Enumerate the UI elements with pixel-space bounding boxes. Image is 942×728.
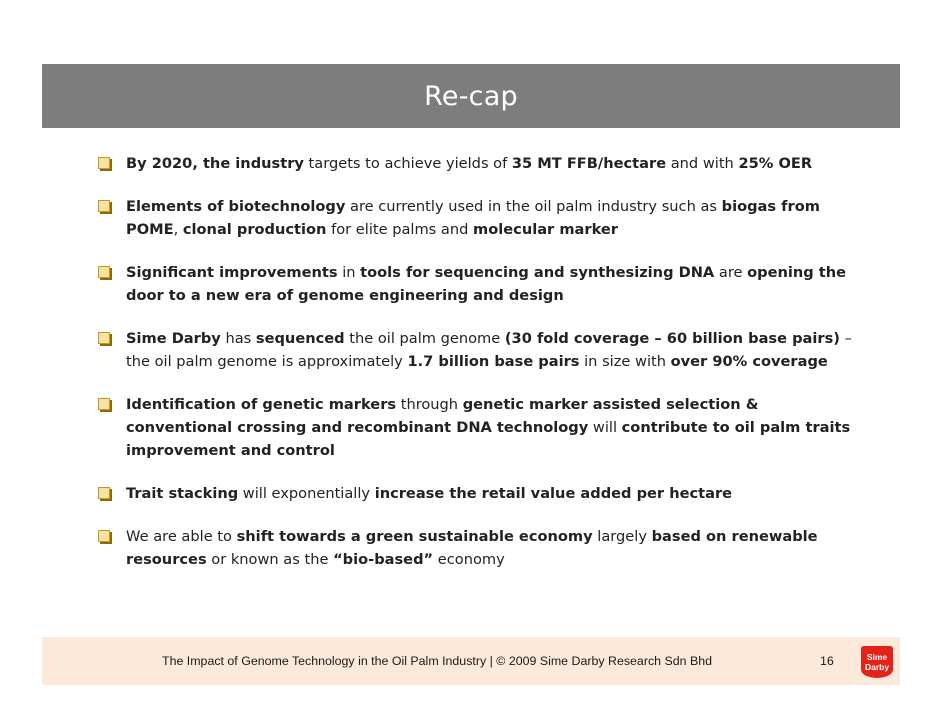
bullet-text: has bbox=[220, 330, 256, 347]
checkbox-bullet-icon bbox=[98, 332, 110, 344]
bullet-text-bold: Trait stacking bbox=[126, 485, 239, 502]
bullet-text: the oil palm genome bbox=[344, 330, 505, 347]
bullet-item bbox=[98, 525, 858, 571]
bullet-text-bold: based on renewable resources bbox=[126, 528, 818, 568]
bullet-item bbox=[98, 393, 858, 462]
bullet-text: will bbox=[588, 419, 622, 436]
bullet-text-bold: genetic marker assisted selection & conventional crossing and recombinant DNA technology bbox=[126, 396, 759, 436]
checkbox-bullet-icon bbox=[98, 157, 110, 169]
bullet-text-bold: over 90% coverage bbox=[670, 353, 828, 370]
bullet-text-bold: contribute to oil palm traits improvement and control bbox=[126, 419, 851, 459]
title-bar bbox=[42, 64, 900, 128]
bullet-text-bold: shift towards a green sustainable economy bbox=[236, 528, 593, 545]
bullet-text: in size with bbox=[579, 353, 671, 370]
bullet-text-bold: “bio-based” bbox=[333, 551, 434, 568]
bullet-text-bold: tools for sequencing and synthesizing DNA bbox=[360, 264, 715, 281]
bullet-text-bold: 25% OER bbox=[738, 155, 813, 172]
bullet-text-bold: Significant improvements bbox=[126, 264, 338, 281]
logo-text-sime: Sime bbox=[866, 652, 888, 662]
bullet-text-bold: 35 MT FFB/hectare bbox=[511, 155, 667, 172]
bullet-text: are currently used in the oil palm industry such as bbox=[345, 198, 722, 215]
bullet-item bbox=[98, 261, 858, 307]
footer-bar bbox=[42, 637, 900, 685]
sime-darby-logo bbox=[860, 643, 894, 679]
bullet-item bbox=[98, 482, 858, 505]
bullet-item bbox=[98, 195, 858, 241]
bullet-text-bold: sequenced bbox=[255, 330, 345, 347]
checkbox-bullet-icon bbox=[98, 530, 110, 542]
bullet-text: in bbox=[337, 264, 361, 281]
bullet-text-bold: (30 fold coverage – 60 billion base pairs) bbox=[504, 330, 840, 347]
bullet-text-bold: Elements of biotechnology bbox=[126, 198, 346, 215]
checkbox-bullet-icon bbox=[98, 200, 110, 212]
bullet-text-bold: biogas from POME bbox=[126, 198, 820, 238]
logo-text-darby: Darby bbox=[864, 662, 890, 672]
bullet-text: We are able to bbox=[126, 528, 237, 545]
page-number: 16 bbox=[820, 654, 834, 668]
footer-text: The Impact of Genome Technology in the Oil Palm Industry | © 2009 Sime Darby Research Sdn Bhd bbox=[162, 654, 713, 668]
bullet-list bbox=[98, 152, 858, 591]
bullet-text-bold: clonal production bbox=[182, 221, 327, 238]
checkbox-bullet-icon bbox=[98, 266, 110, 278]
bullet-text: or known as the bbox=[206, 551, 334, 568]
bullet-text: through bbox=[396, 396, 463, 413]
checkbox-bullet-icon bbox=[98, 398, 110, 410]
checkbox-bullet-icon bbox=[98, 487, 110, 499]
bullet-item bbox=[98, 327, 858, 373]
bullet-text: will exponentially bbox=[238, 485, 375, 502]
bullet-text-bold: 1.7 billion base pairs bbox=[407, 353, 580, 370]
bullet-item bbox=[98, 152, 858, 175]
bullet-text: for elite palms and bbox=[326, 221, 474, 238]
bullet-text: , bbox=[173, 221, 183, 238]
bullet-text-bold: opening the door to a new era of genome engineering and design bbox=[126, 264, 847, 304]
bullet-text: – the oil palm genome is approximately bbox=[126, 330, 852, 370]
bullet-text-bold: increase the retail value added per hectare bbox=[374, 485, 733, 502]
bullet-text: and with bbox=[666, 155, 739, 172]
bullet-text-bold: By 2020, the industry bbox=[126, 155, 304, 172]
bullet-text: largely bbox=[592, 528, 652, 545]
bullet-text-bold: Identification of genetic markers bbox=[126, 396, 397, 413]
bullet-text-bold: molecular marker bbox=[473, 221, 618, 238]
slide-title: Re-cap bbox=[424, 80, 518, 112]
bullet-text: targets to achieve yields of bbox=[303, 155, 512, 172]
bullet-text: economy bbox=[433, 551, 505, 568]
bullet-text-bold: Sime Darby bbox=[126, 330, 221, 347]
bullet-text: are bbox=[714, 264, 748, 281]
